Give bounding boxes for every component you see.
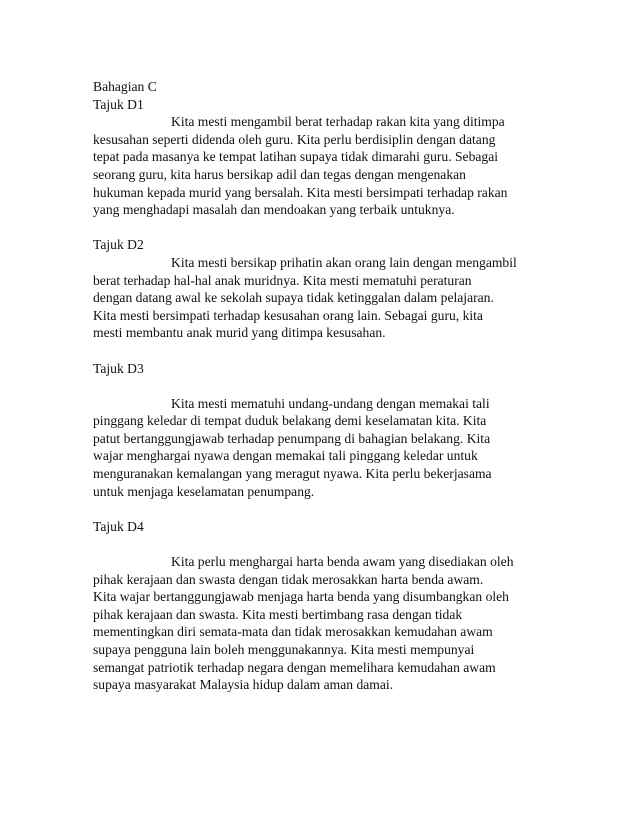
section-title: Bahagian C bbox=[93, 79, 157, 94]
paragraph-line: Kita mesti mematuhi undang-undang dengan memakai tali bbox=[171, 395, 490, 411]
paragraph-line: untuk menjaga keselamatan penumpang. bbox=[93, 483, 315, 499]
paragraph-line: kesusahan seperti didenda oleh guru. Kita perlu berdisiplin dengan datang bbox=[93, 131, 496, 147]
spacer bbox=[93, 500, 593, 518]
topic-d4-heading: Tajuk D4 bbox=[93, 518, 144, 534]
paragraph-line: Kita perlu menghargai harta benda awam yang disediakan oleh bbox=[171, 554, 514, 570]
document-page bbox=[93, 78, 593, 694]
topic-d1-paragraph bbox=[93, 113, 593, 219]
spacer bbox=[93, 342, 593, 360]
paragraph-line: Kita wajar bertanggungjawab menjaga harta benda yang disumbangkan oleh bbox=[93, 589, 509, 605]
paragraph-line: supaya pengguna lain boleh menggunakannya. Kita mesti mempunyai bbox=[93, 642, 475, 657]
paragraph-line: pihak kerajaan dan swasta dengan tidak merosakkan harta benda awam. bbox=[93, 571, 484, 587]
spacer bbox=[93, 377, 593, 395]
topic-d2-heading: Tajuk D2 bbox=[93, 237, 144, 253]
paragraph-line: Kita mesti bersimpati terhadap kesusahan orang lain. Sebagai guru, kita bbox=[93, 307, 483, 323]
paragraph-line: pihak kerajaan dan swasta. Kita mesti bertimbang rasa dengan tidak bbox=[93, 606, 463, 622]
paragraph-line: Kita mesti mengambil berat terhadap rakan kita yang ditimpa bbox=[171, 114, 505, 130]
paragraph-line: mementingkan diri semata-mata dan tidak merosakkan kemudahan awam bbox=[93, 624, 493, 640]
topic-d2-paragraph bbox=[93, 254, 593, 342]
paragraph-line: yang menghadapi masalah dan mendoakan yang terbaik untuknya. bbox=[93, 202, 455, 218]
paragraph-line: patut bertanggungjawab terhadap penumpang di bahagian belakang. Kita bbox=[93, 430, 491, 446]
paragraph-line: dengan datang awal ke sekolah supaya tidak ketinggalan dalam pelajaran. bbox=[93, 290, 494, 306]
spacer bbox=[93, 535, 593, 553]
topic-d3-paragraph bbox=[93, 395, 593, 501]
paragraph-line: menguranakan kemalangan yang meragut nyawa. Kita perlu bekerjasama bbox=[93, 466, 492, 482]
paragraph-line: pinggang keledar di tempat duduk belakang demi keselamatan kita. Kita bbox=[93, 413, 487, 429]
paragraph-line: supaya masyarakat Malaysia hidup dalam aman damai. bbox=[93, 677, 394, 693]
paragraph-line: wajar menghargai nyawa dengan memakai tali pinggang keledar untuk bbox=[93, 448, 478, 464]
paragraph-line: semangat patriotik terhadap negara dengan memelihara kemudahan awam bbox=[93, 659, 496, 675]
paragraph-line: berat terhadap hal-hal anak muridnya. Kita mesti mematuhi peraturan bbox=[93, 272, 472, 288]
topic-d1-heading: Tajuk D1 bbox=[93, 96, 144, 112]
spacer bbox=[93, 219, 593, 237]
paragraph-line: seorang guru, kita harus bersikap adil dan tegas dengan mengenakan bbox=[93, 166, 466, 182]
topic-d4-paragraph bbox=[93, 553, 593, 694]
paragraph-line: Kita mesti bersikap prihatin akan orang lain dengan mengambil bbox=[171, 254, 517, 270]
paragraph-line: hukuman kepada murid yang bersalah. Kita mesti bersimpati terhadap rakan bbox=[93, 184, 508, 200]
paragraph-line: mesti membantu anak murid yang ditimpa kesusahan. bbox=[93, 325, 386, 341]
paragraph-line: tepat pada masanya ke tempat latihan supaya tidak dimarahi guru. Sebagai bbox=[93, 149, 499, 165]
topic-d3-heading: Tajuk D3 bbox=[93, 360, 144, 376]
